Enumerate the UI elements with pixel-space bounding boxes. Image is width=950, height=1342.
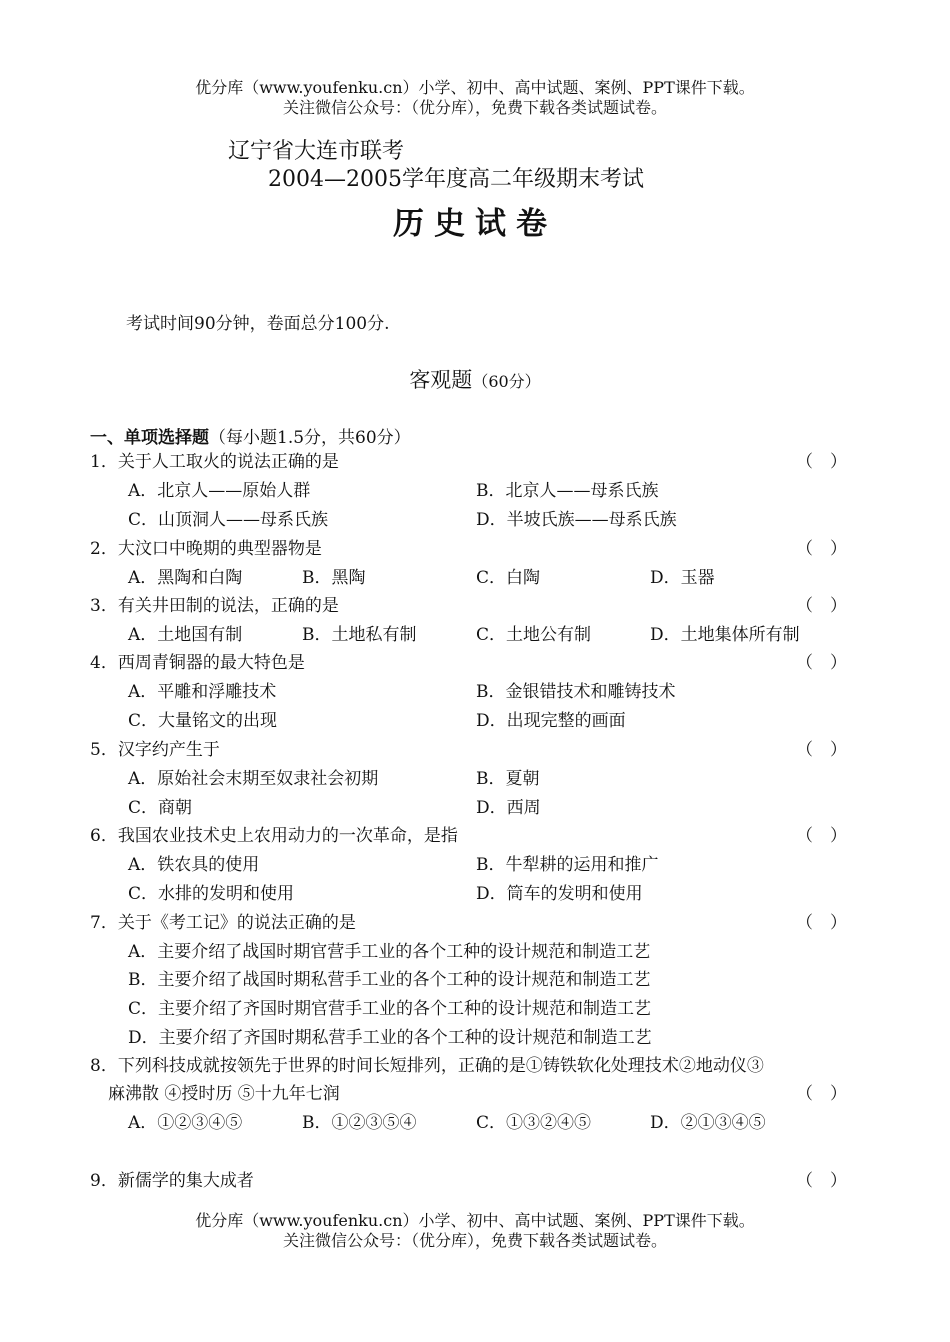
q1-option-c: C．山顶洞人——母系氏族 xyxy=(128,510,329,530)
q4-option-c: C．大量铭文的出现 xyxy=(128,711,278,731)
q2-answer-paren: （ ） xyxy=(796,539,847,559)
q6-option-c: C．水排的发明和使用 xyxy=(128,884,295,904)
q5-option-d: D．西周 xyxy=(476,798,541,818)
q8-option-b: B．①②③⑤④ xyxy=(302,1113,417,1133)
q6-option-d: D．筒车的发明和使用 xyxy=(476,884,643,904)
q2-option-a: A．黑陶和白陶 xyxy=(128,568,243,588)
q7-stem: 7．关于《考工记》的说法正确的是 xyxy=(90,913,356,933)
q5-option-a: A．原始社会末期至奴隶社会初期 xyxy=(128,769,379,789)
footer-line-2: 关注微信公众号：（优分库），免费下载各类试题试卷。 xyxy=(282,1231,667,1250)
q7-option-a: A．主要介绍了战国时期官营手工业的各个工种的设计规范和制造工艺 xyxy=(128,942,651,962)
q7-option-c: C．主要介绍了齐国时期官营手工业的各个工种的设计规范和制造工艺 xyxy=(128,999,652,1019)
q6-answer-paren: （ ） xyxy=(796,826,847,846)
q5-option-c: C．商朝 xyxy=(128,798,193,818)
q3-option-b: B．土地私有制 xyxy=(302,625,417,645)
footer-line-1: 优分库（www.youfenku.cn）小学、初中、高中试题、案例、PPT课件下载。 xyxy=(195,1211,755,1230)
q8-option-d: D．②①③④⑤ xyxy=(650,1113,766,1133)
exam-info: 考试时间90分钟，卷面总分100分. xyxy=(126,314,390,334)
q3-option-a: A．土地国有制 xyxy=(128,625,243,645)
objective-score: （60分） xyxy=(472,372,541,391)
q5-option-b: B．夏朝 xyxy=(476,769,540,789)
q5-stem: 5．汉字约产生于 xyxy=(90,740,220,760)
q8-stem: 8．下列科技成就按领先于世界的时间长短排列，正确的是①铸铁软化处理技术②地动仪③ xyxy=(90,1056,764,1076)
header-line-1: 优分库（www.youfenku.cn）小学、初中、高中试题、案例、PPT课件下载。 xyxy=(195,78,755,97)
q1-option-d: D．半坡氏族——母系氏族 xyxy=(476,510,677,530)
q3-stem: 3．有关井田制的说法，正确的是 xyxy=(90,596,339,616)
q7-option-d: D．主要介绍了齐国时期私营手工业的各个工种的设计规范和制造工艺 xyxy=(128,1028,652,1048)
q1-stem: 1．关于人工取火的说法正确的是 xyxy=(90,452,339,472)
q7-answer-paren: （ ） xyxy=(796,913,847,933)
q8-stem-continued: 麻沸散 ④授时历 ⑤十九年七润 xyxy=(108,1084,340,1104)
q8-answer-paren: （ ） xyxy=(796,1084,847,1104)
q1-option-b: B．北京人——母系氏族 xyxy=(476,481,659,501)
q2-option-d: D．玉器 xyxy=(650,568,715,588)
q9-answer-paren: （ ） xyxy=(796,1171,847,1191)
header-line-2: 关注微信公众号：（优分库），免费下载各类试题试卷。 xyxy=(282,98,667,117)
q8-option-a: A．①②③④⑤ xyxy=(128,1113,243,1133)
q2-option-b: B．黑陶 xyxy=(302,568,366,588)
q2-stem: 2．大汶口中晚期的典型器物是 xyxy=(90,539,322,559)
q4-option-b: B．金银错技术和雕铸技术 xyxy=(476,682,676,702)
section-heading xyxy=(90,423,411,448)
q4-answer-paren: （ ） xyxy=(796,653,847,673)
q3-answer-paren: （ ） xyxy=(796,596,847,616)
objective-title: 客观题 xyxy=(409,368,473,392)
q3-option-d: D．土地集体所有制 xyxy=(650,625,800,645)
q2-option-c: C．白陶 xyxy=(476,568,541,588)
q6-option-a: A．铁农具的使用 xyxy=(128,855,260,875)
q9-stem: 9．新儒学的集大成者 xyxy=(90,1171,254,1191)
exam-subject-title: 历史试卷 xyxy=(393,206,557,242)
q1-option-a: A．北京人——原始人群 xyxy=(128,481,311,501)
q7-option-b: B．主要介绍了战国时期私营手工业的各个工种的设计规范和制造工艺 xyxy=(128,970,651,990)
q4-option-d: D．出现完整的画面 xyxy=(476,711,626,731)
exam-region-title: 辽宁省大连市联考 xyxy=(228,139,405,164)
exam-year-title: 2004—2005学年度高二年级期末考试 xyxy=(268,167,644,192)
q6-stem: 6．我国农业技术史上农用动力的一次革命，是指 xyxy=(90,826,458,846)
section-title: 一、单项选择题 xyxy=(90,428,209,448)
q5-answer-paren: （ ） xyxy=(796,740,847,760)
q4-stem: 4．西周青铜器的最大特色是 xyxy=(90,653,305,673)
objective-heading xyxy=(0,364,950,394)
q1-answer-paren: （ ） xyxy=(796,452,847,472)
q8-option-c: C．①③②④⑤ xyxy=(476,1113,592,1133)
q3-option-c: C．土地公有制 xyxy=(476,625,592,645)
q6-option-b: B．牛犁耕的运用和推广 xyxy=(476,855,659,875)
section-note: （每小题1.5分，共60分） xyxy=(209,428,411,448)
q4-option-a: A．平雕和浮雕技术 xyxy=(128,682,277,702)
